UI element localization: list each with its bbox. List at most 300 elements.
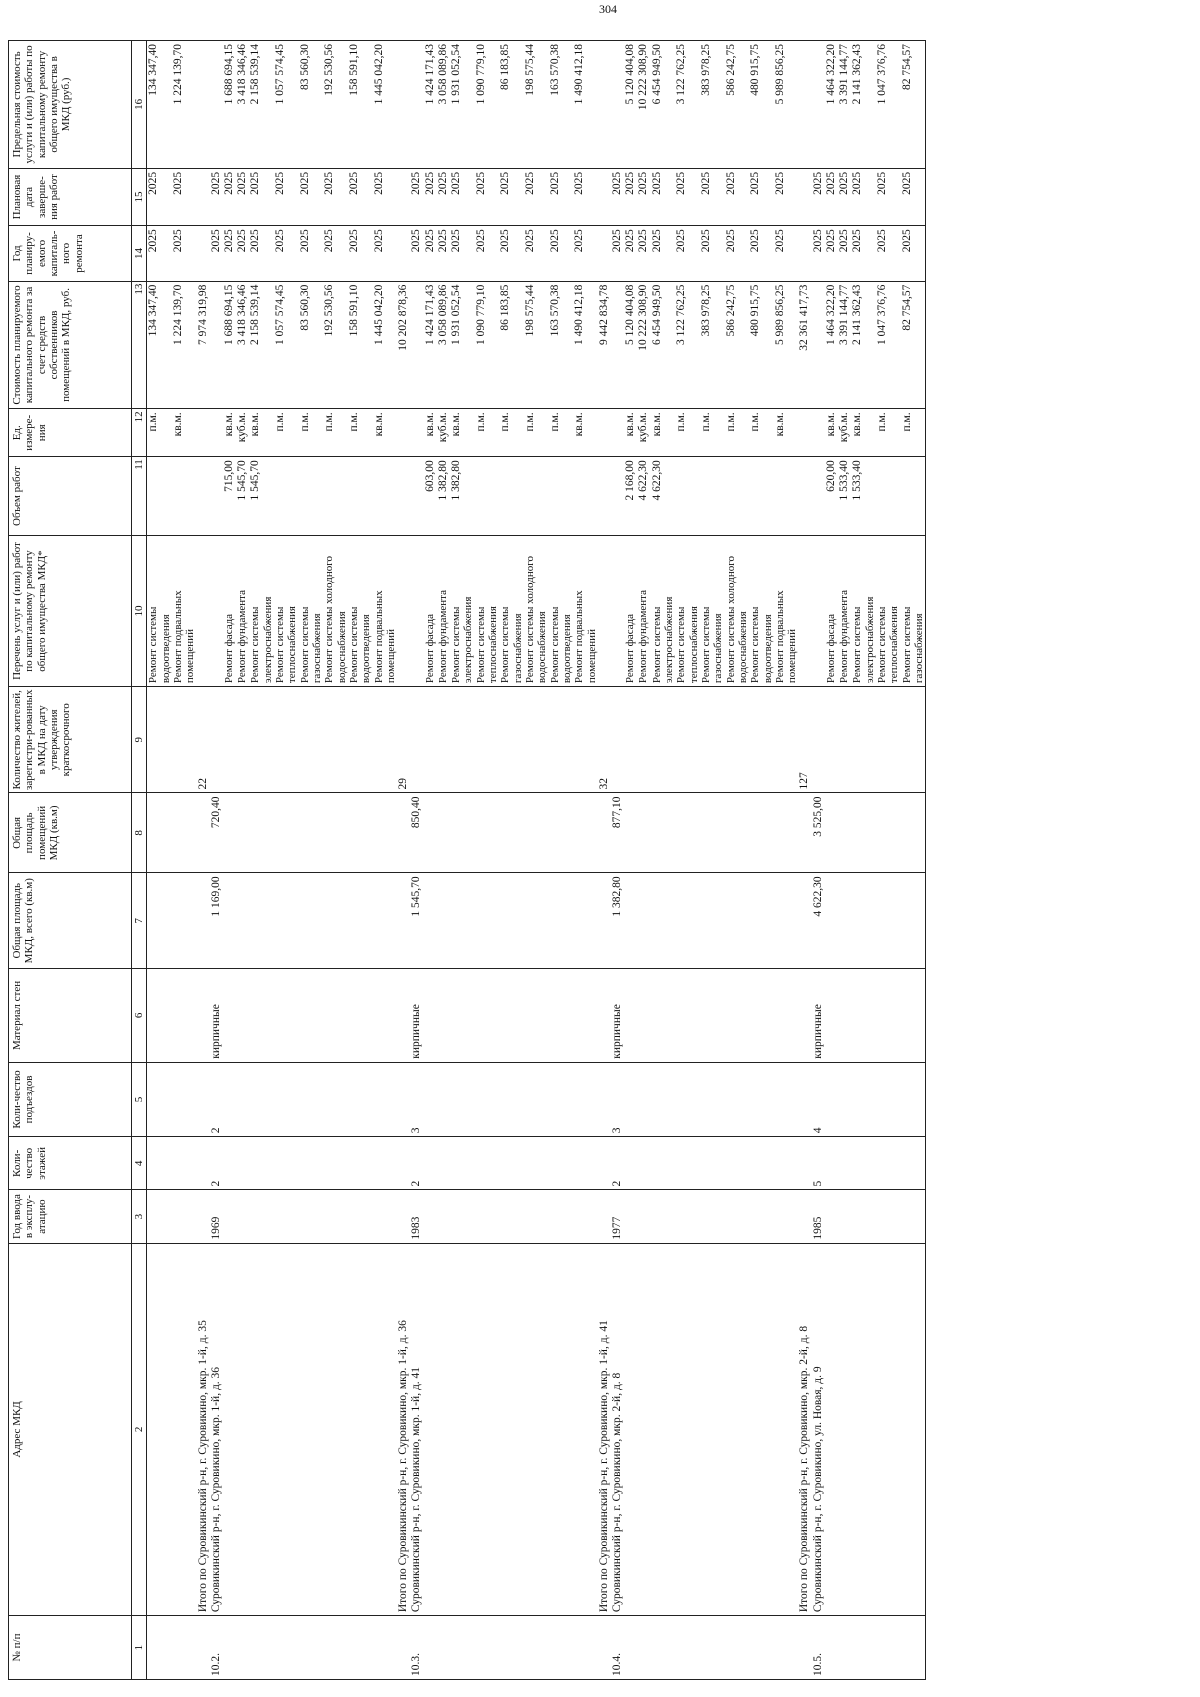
year-built (223, 1190, 236, 1243)
column-number: 6 (132, 969, 147, 1063)
wall-material (876, 969, 901, 1063)
total-area (725, 873, 750, 969)
row-number: 10.3. (410, 1616, 423, 1680)
work-volume (700, 457, 725, 536)
total-area (147, 873, 172, 969)
planned-cost: 134 347,40 (147, 281, 172, 409)
floors: 2 (210, 1137, 223, 1190)
repair-year: 2025 (348, 226, 373, 281)
residents: 32 (598, 687, 611, 793)
rooms-area (876, 793, 901, 873)
wall-material (725, 969, 750, 1063)
work-row (749, 41, 774, 1680)
residents (838, 687, 851, 793)
cost-limit: 3 391 144,77 (838, 41, 851, 169)
year-built (450, 1190, 475, 1243)
planned-cost (410, 281, 423, 409)
entrances (598, 1062, 611, 1137)
completion-date: 2025 (876, 168, 901, 225)
wall-material: кирпичные (611, 969, 624, 1063)
entrances (499, 1062, 524, 1137)
row-number (598, 1616, 611, 1680)
unit: п.м. (475, 409, 500, 457)
work-row (901, 41, 926, 1680)
planned-cost: 1 090 779,10 (475, 281, 500, 409)
residents (725, 687, 750, 793)
work-row (549, 41, 574, 1680)
completion-date (197, 168, 210, 225)
unit (397, 409, 410, 457)
repair-year: 2025 (851, 226, 876, 281)
unit: п.м. (749, 409, 774, 457)
work-row (675, 41, 700, 1680)
entrances (637, 1062, 650, 1137)
address (651, 1243, 676, 1616)
rooms-area (598, 793, 611, 873)
wall-material (524, 969, 549, 1063)
address (725, 1243, 750, 1616)
wall-material (838, 969, 851, 1063)
wall-material (475, 969, 500, 1063)
repair-year: 2025 (749, 226, 774, 281)
entrances (348, 1062, 373, 1137)
total-area (249, 873, 274, 969)
unit: куб.м. (236, 409, 249, 457)
repair-year: 2025 (901, 226, 926, 281)
completion-date: 2025 (624, 168, 637, 225)
year-built (851, 1190, 876, 1243)
rooms-area (348, 793, 373, 873)
year-built (774, 1190, 799, 1243)
row-number (573, 1616, 598, 1680)
wall-material (749, 969, 774, 1063)
cost-limit: 134 347,40 (147, 41, 172, 169)
rooms-area (373, 793, 398, 873)
work-type: Ремонт системы электроснабжения (651, 535, 676, 686)
unit: кв.м. (825, 409, 838, 457)
completion-date (598, 168, 611, 225)
floors (838, 1137, 851, 1190)
row-number (549, 1616, 574, 1680)
address (348, 1243, 373, 1616)
header-cell: Ед. измере-ния (9, 409, 132, 457)
floors (901, 1137, 926, 1190)
address (475, 1243, 500, 1616)
planned-cost: 586 242,75 (725, 281, 750, 409)
work-type: Ремонт фасада (624, 535, 637, 686)
rooms-area (700, 793, 725, 873)
work-type (397, 535, 410, 686)
cost-limit (410, 41, 423, 169)
repair-year: 2025 (838, 226, 851, 281)
total-area (424, 873, 437, 969)
address (249, 1243, 274, 1616)
entrances (573, 1062, 598, 1137)
repair-year: 2025 (410, 226, 423, 281)
address: Суровикинский р-н, г. Суровикино, мкр. 2-й, д. 8 (611, 1243, 624, 1616)
wall-material (651, 969, 676, 1063)
repair-year: 2025 (172, 226, 197, 281)
address (236, 1243, 249, 1616)
repair-plan-table (8, 40, 926, 1680)
residents (851, 687, 876, 793)
total-area (450, 873, 475, 969)
floors (348, 1137, 373, 1190)
year-built (323, 1190, 348, 1243)
year-built (725, 1190, 750, 1243)
column-number: 4 (132, 1137, 147, 1190)
row-number: 10.2. (210, 1616, 223, 1680)
work-volume (348, 457, 373, 536)
work-type: Ремонт фасада (825, 535, 838, 686)
header-cell: № п/п (9, 1616, 132, 1680)
unit: куб.м. (637, 409, 650, 457)
unit (210, 409, 223, 457)
rooms-area (749, 793, 774, 873)
row-number (624, 1616, 637, 1680)
floors (725, 1137, 750, 1190)
address (299, 1243, 324, 1616)
planned-cost: 1 688 694,15 (223, 281, 236, 409)
entrances (798, 1062, 811, 1137)
completion-date: 2025 (348, 168, 373, 225)
completion-date: 2025 (549, 168, 574, 225)
year-built (838, 1190, 851, 1243)
work-volume: 1 382,80 (450, 457, 475, 536)
work-type (798, 535, 811, 686)
unit: п.м. (901, 409, 926, 457)
entrances (424, 1062, 437, 1137)
work-row (274, 41, 299, 1680)
planned-cost: 2 141 362,43 (851, 281, 876, 409)
rooms-area (675, 793, 700, 873)
repair-year: 2025 (223, 226, 236, 281)
year-built (475, 1190, 500, 1243)
entrances (651, 1062, 676, 1137)
row-number (651, 1616, 676, 1680)
total-area (197, 873, 210, 969)
repair-year: 2025 (624, 226, 637, 281)
unit: п.м. (147, 409, 172, 457)
work-type: Ремонт фасада (223, 535, 236, 686)
row-number (749, 1616, 774, 1680)
floors (624, 1137, 637, 1190)
cost-limit: 1 464 322,20 (825, 41, 838, 169)
work-type: Ремонт системы холодного водоснабжения (524, 535, 549, 686)
row-number (397, 1616, 410, 1680)
floors (675, 1137, 700, 1190)
work-volume (397, 457, 410, 536)
wall-material (274, 969, 299, 1063)
wall-material (223, 969, 236, 1063)
planned-cost: 3 122 762,25 (675, 281, 700, 409)
rooms-area: 3 525,00 (812, 793, 825, 873)
total-area (876, 873, 901, 969)
work-type: Ремонт системы газоснабжения (499, 535, 524, 686)
cost-limit: 383 978,25 (700, 41, 725, 169)
work-type (611, 535, 624, 686)
work-row (573, 41, 598, 1680)
rooms-area (798, 793, 811, 873)
address (838, 1243, 851, 1616)
row-number (901, 1616, 926, 1680)
rooms-area (424, 793, 437, 873)
floors (397, 1137, 410, 1190)
year-built (499, 1190, 524, 1243)
work-volume (410, 457, 423, 536)
floors (637, 1137, 650, 1190)
row-number (475, 1616, 500, 1680)
unit: п.м. (299, 409, 324, 457)
work-row (348, 41, 373, 1680)
work-type: Ремонт системы теплоснабжения (675, 535, 700, 686)
planned-cost: 10 222 308,90 (637, 281, 650, 409)
cost-limit: 586 242,75 (725, 41, 750, 169)
total-area (774, 873, 799, 969)
total-area (475, 873, 500, 969)
unit (197, 409, 210, 457)
year-built (274, 1190, 299, 1243)
work-row (700, 41, 725, 1680)
cost-limit: 1 445 042,20 (373, 41, 398, 169)
address: Итого по Суровикинский р-н, г. Суровикино, мкр. 1-й, д. 41 (598, 1243, 611, 1616)
column-number: 9 (132, 687, 147, 793)
completion-date: 2025 (437, 168, 450, 225)
rooms-area (475, 793, 500, 873)
address (424, 1243, 437, 1616)
column-number: 15 (132, 168, 147, 225)
total-row (397, 41, 410, 1680)
header-cell: Год ввода в эксплу-атацию (9, 1190, 132, 1243)
residents: 22 (197, 687, 210, 793)
total-area (236, 873, 249, 969)
planned-cost: 3 058 089,86 (437, 281, 450, 409)
entrances (249, 1062, 274, 1137)
completion-date: 2025 (774, 168, 799, 225)
residents (749, 687, 774, 793)
work-volume (210, 457, 223, 536)
rooms-area (838, 793, 851, 873)
repair-year: 2025 (651, 226, 676, 281)
floors (774, 1137, 799, 1190)
cost-limit: 2 141 362,43 (851, 41, 876, 169)
total-area (172, 873, 197, 969)
rooms-area (851, 793, 876, 873)
total-area (524, 873, 549, 969)
column-number: 2 (132, 1243, 147, 1616)
work-volume: 1 545,70 (249, 457, 274, 536)
completion-date: 2025 (172, 168, 197, 225)
completion-date: 2025 (410, 168, 423, 225)
work-volume (598, 457, 611, 536)
entrances (437, 1062, 450, 1137)
rooms-area (825, 793, 838, 873)
work-row (774, 41, 799, 1680)
work-volume: 1 533,40 (838, 457, 851, 536)
work-volume: 1 545,70 (236, 457, 249, 536)
completion-date (397, 168, 410, 225)
completion-date: 2025 (373, 168, 398, 225)
unit: п.м. (348, 409, 373, 457)
work-row (424, 41, 437, 1680)
repair-year: 2025 (812, 226, 825, 281)
wall-material (249, 969, 274, 1063)
address (700, 1243, 725, 1616)
row-number: 10.4. (611, 1616, 624, 1680)
work-type: Ремонт системы газоснабжения (700, 535, 725, 686)
planned-cost: 1 047 376,76 (876, 281, 901, 409)
unit (611, 409, 624, 457)
residents (499, 687, 524, 793)
rooms-area (774, 793, 799, 873)
work-type: Ремонт системы водоотведения (749, 535, 774, 686)
unit: п.м. (876, 409, 901, 457)
header-cell: Предельная стоимость услуги и (или) работы по капитальному ремонту общего имущества в МКД (руб.) (9, 41, 132, 169)
entrances (323, 1062, 348, 1137)
work-row (637, 41, 650, 1680)
work-volume (499, 457, 524, 536)
header-cell: Адрес МКД (9, 1243, 132, 1616)
residents (573, 687, 598, 793)
entrances (223, 1062, 236, 1137)
column-number: 8 (132, 793, 147, 873)
planned-cost: 383 978,25 (700, 281, 725, 409)
cost-limit: 192 530,56 (323, 41, 348, 169)
completion-date: 2025 (901, 168, 926, 225)
repair-year: 2025 (573, 226, 598, 281)
total-row (798, 41, 811, 1680)
total-area (901, 873, 926, 969)
year-built (876, 1190, 901, 1243)
address (549, 1243, 574, 1616)
rooms-area (223, 793, 236, 873)
rooms-area (437, 793, 450, 873)
repair-year: 2025 (210, 226, 223, 281)
planned-cost: 1 931 052,54 (450, 281, 475, 409)
entrances (274, 1062, 299, 1137)
cost-limit: 2 158 539,14 (249, 41, 274, 169)
repair-year: 2025 (524, 226, 549, 281)
planned-cost: 5 120 404,08 (624, 281, 637, 409)
cost-limit: 3 418 346,46 (236, 41, 249, 169)
year-built (651, 1190, 676, 1243)
work-volume (172, 457, 197, 536)
column-number: 16 (132, 41, 147, 169)
row-number (236, 1616, 249, 1680)
residents: 127 (798, 687, 811, 793)
completion-date (798, 168, 811, 225)
repair-year: 2025 (499, 226, 524, 281)
completion-date: 2025 (825, 168, 838, 225)
wall-material (424, 969, 437, 1063)
work-type (410, 535, 423, 686)
unit: п.м. (323, 409, 348, 457)
address (573, 1243, 598, 1616)
unit (598, 409, 611, 457)
row-number (838, 1616, 851, 1680)
floors (700, 1137, 725, 1190)
repair-year: 2025 (450, 226, 475, 281)
entrances (851, 1062, 876, 1137)
unit: п.м. (524, 409, 549, 457)
work-volume: 4 622,30 (651, 457, 676, 536)
work-type: Ремонт системы газоснабжения (901, 535, 926, 686)
column-number-row (132, 41, 147, 1680)
work-volume: 603,00 (424, 457, 437, 536)
planned-cost: 9 442 834,78 (598, 281, 611, 409)
row-number (675, 1616, 700, 1680)
year-built (573, 1190, 598, 1243)
total-area: 4 622,30 (812, 873, 825, 969)
address (749, 1243, 774, 1616)
cost-limit: 163 570,38 (549, 41, 574, 169)
unit: кв.м. (223, 409, 236, 457)
planned-cost: 1 057 574,45 (274, 281, 299, 409)
wall-material (197, 969, 210, 1063)
completion-date: 2025 (323, 168, 348, 225)
column-number: 5 (132, 1062, 147, 1137)
cost-limit (210, 41, 223, 169)
column-number: 11 (132, 457, 147, 536)
year-built (197, 1190, 210, 1243)
unit: кв.м. (249, 409, 274, 457)
year-built (397, 1190, 410, 1243)
cost-limit: 86 183,85 (499, 41, 524, 169)
row-number (876, 1616, 901, 1680)
address (274, 1243, 299, 1616)
row-number (147, 1616, 172, 1680)
total-area (825, 873, 838, 969)
header-cell: Перечень услуг и (или) работ по капитальному ремонту общего имущества МКД* (9, 535, 132, 686)
row-number (774, 1616, 799, 1680)
unit (410, 409, 423, 457)
cost-limit: 198 575,44 (524, 41, 549, 169)
header-cell: Год планиру-емого капиталь-ного ремонта (9, 226, 132, 281)
entrances (172, 1062, 197, 1137)
work-type: Ремонт фундамента (838, 535, 851, 686)
residents (700, 687, 725, 793)
planned-cost (611, 281, 624, 409)
year-built (598, 1190, 611, 1243)
residents (901, 687, 926, 793)
planned-cost: 1 464 322,20 (825, 281, 838, 409)
unit (812, 409, 825, 457)
year-built (172, 1190, 197, 1243)
wall-material (147, 969, 172, 1063)
work-type: Ремонт фундамента (236, 535, 249, 686)
work-volume (675, 457, 700, 536)
residents (651, 687, 676, 793)
work-type: Ремонт системы теплоснабжения (876, 535, 901, 686)
wall-material (172, 969, 197, 1063)
work-row (651, 41, 676, 1680)
planned-cost: 158 591,10 (348, 281, 373, 409)
planned-cost: 1 224 139,70 (172, 281, 197, 409)
column-number: 3 (132, 1190, 147, 1243)
unit: кв.м. (624, 409, 637, 457)
year-built (901, 1190, 926, 1243)
floors (223, 1137, 236, 1190)
landscape-sheet (8, 40, 1188, 1680)
completion-date: 2025 (611, 168, 624, 225)
house-row (210, 41, 223, 1680)
work-type: Ремонт подвальных помещений (774, 535, 799, 686)
work-type: Ремонт системы водоотведения (549, 535, 574, 686)
rooms-area (197, 793, 210, 873)
cost-limit: 6 454 949,50 (651, 41, 676, 169)
repair-year: 2025 (323, 226, 348, 281)
repair-year: 2025 (373, 226, 398, 281)
